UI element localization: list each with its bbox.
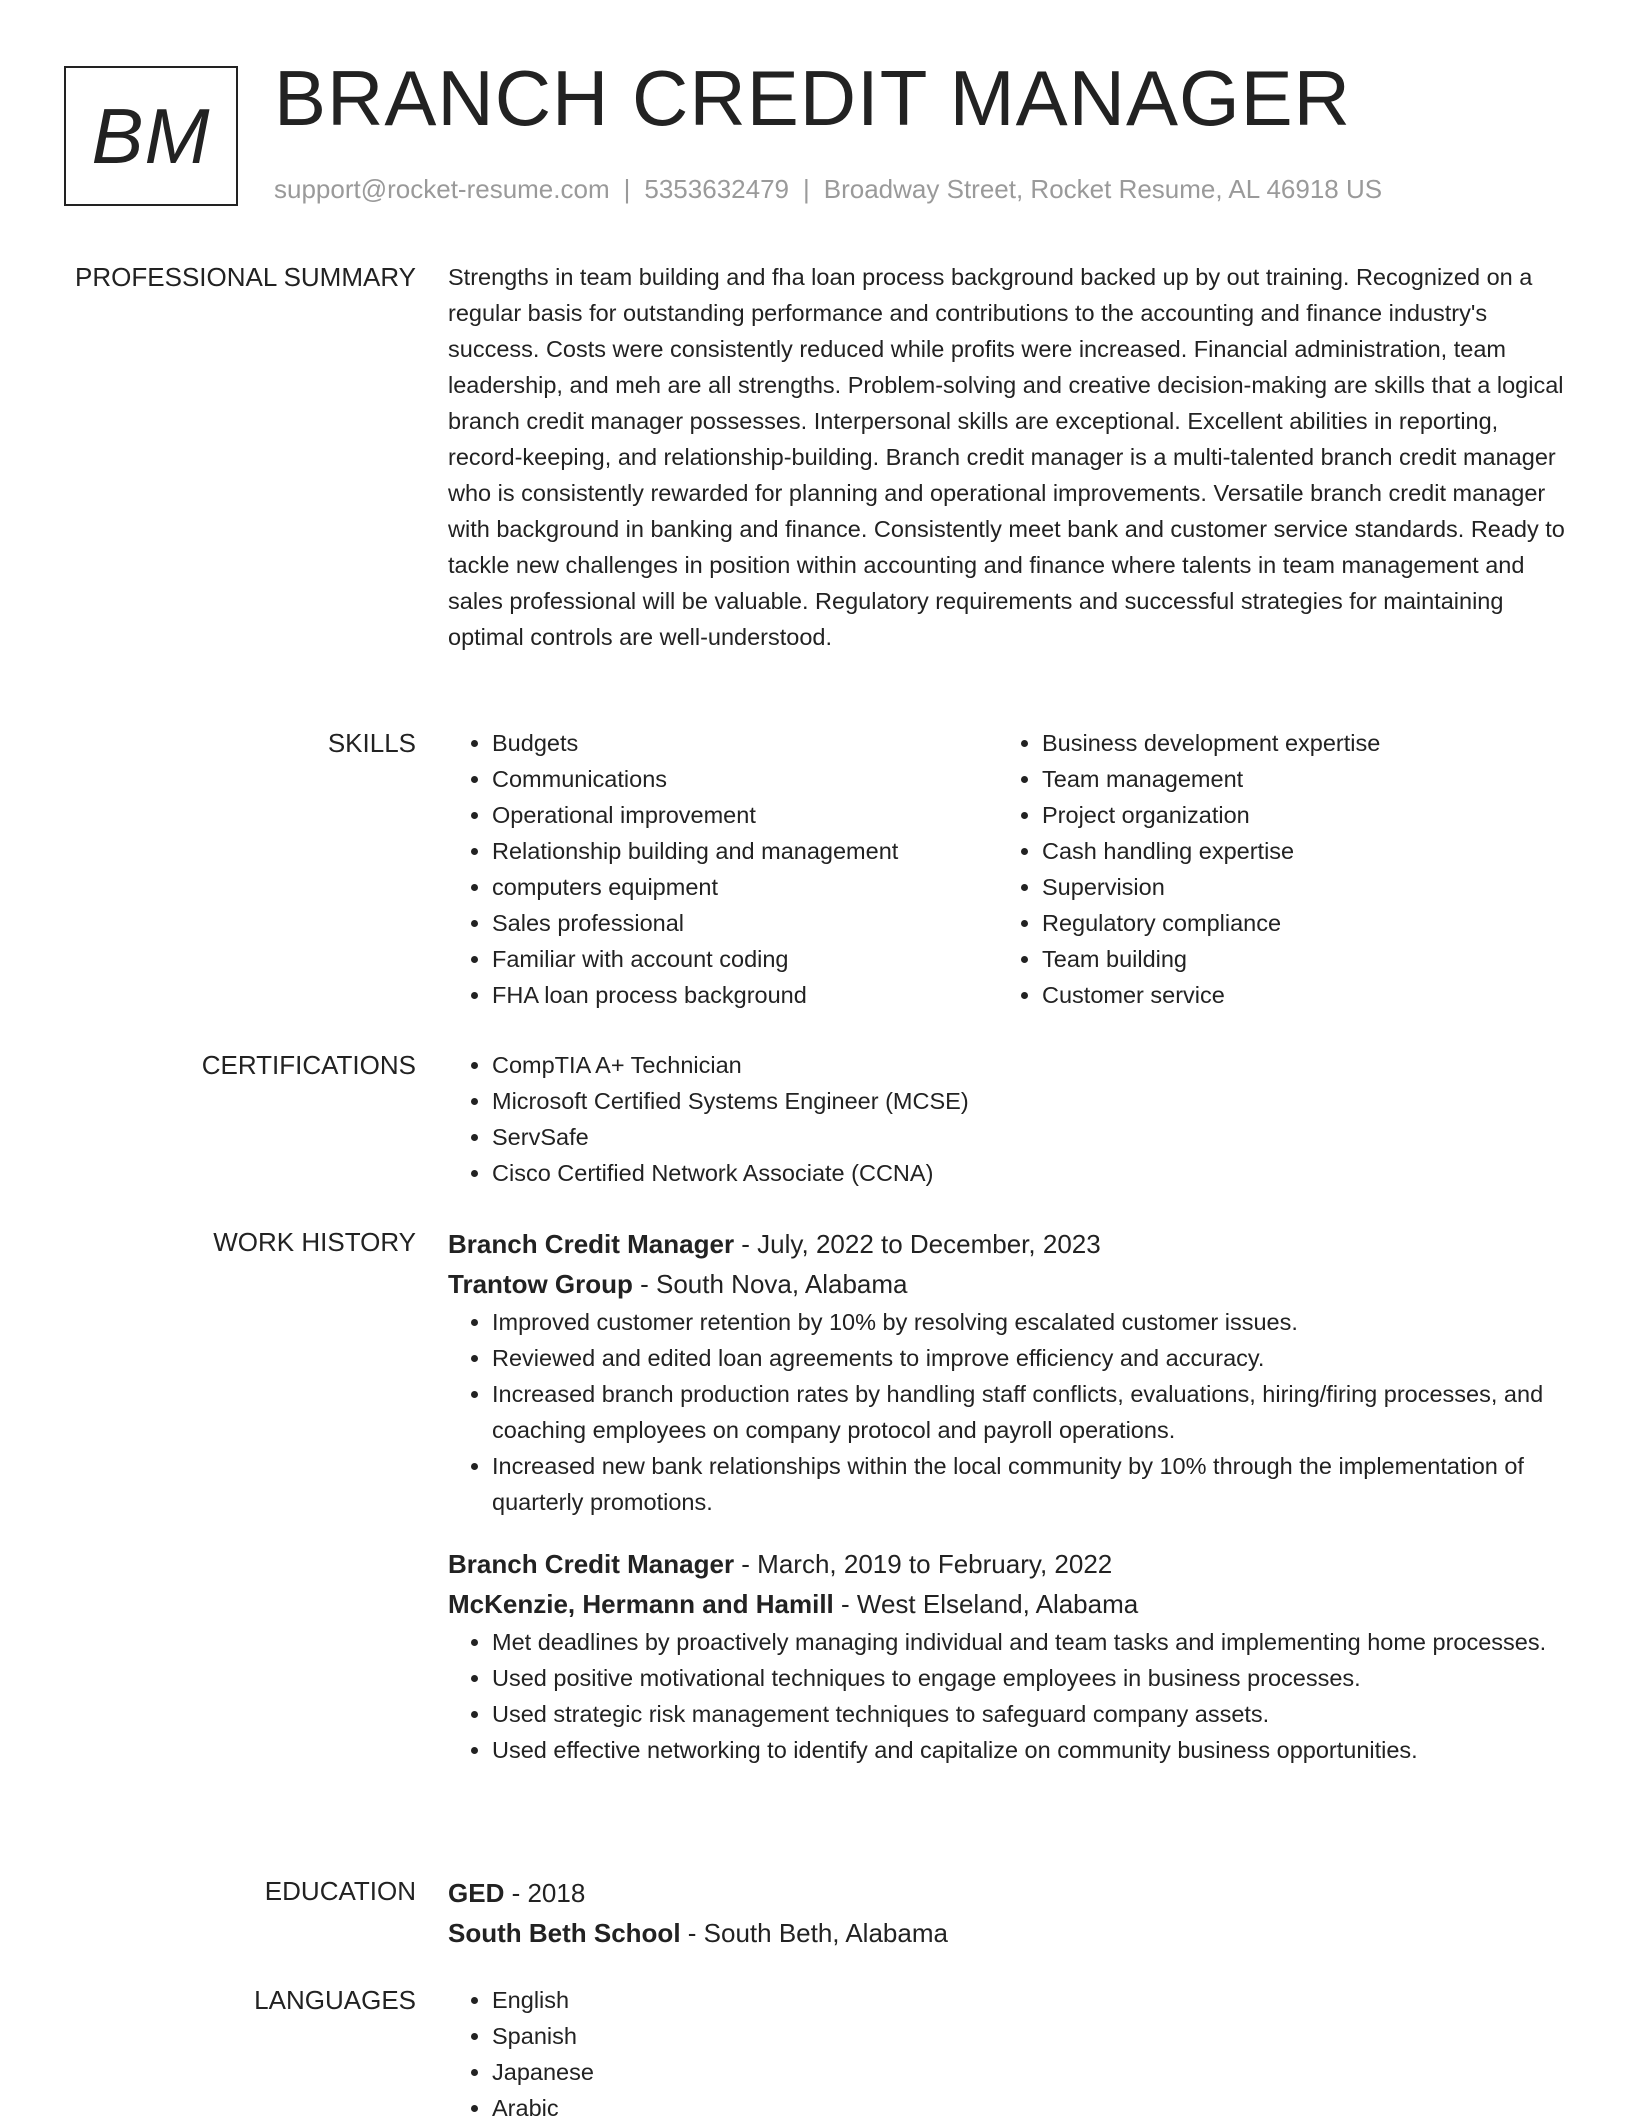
- skill-item: • Team management: [1042, 761, 1548, 797]
- skill-item: • FHA loan process background: [492, 977, 998, 1013]
- language-item: • Japanese: [492, 2054, 1572, 2090]
- job-bullet: • Improved customer retention by 10% by resolving escalated customer issues.: [492, 1304, 1572, 1340]
- skill-item: • Customer service: [1042, 977, 1548, 1013]
- certification-item: • Microsoft Certified Systems Engineer (MCSE): [492, 1083, 1572, 1119]
- skills-right-column: [998, 725, 1548, 1013]
- skills-heading: SKILLS: [327, 728, 416, 758]
- education-heading: EDUCATION: [264, 1876, 416, 1906]
- job-company: McKenzie, Hermann and Hamill: [448, 1589, 834, 1619]
- languages-body: [448, 1982, 1572, 2126]
- education-location: - South Beth, Alabama: [680, 1918, 948, 1948]
- contact-phone: 5353632479: [644, 174, 789, 204]
- monogram-initials: BM: [91, 91, 211, 180]
- job-location: - South Nova, Alabama: [632, 1269, 908, 1299]
- work-history-heading: WORK HISTORY: [213, 1227, 416, 1257]
- contact-separator: |: [623, 174, 631, 204]
- education-school: South Beth School: [448, 1918, 681, 1948]
- education-degree: GED: [448, 1878, 505, 1908]
- certifications-body: [448, 1047, 1572, 1191]
- skill-item: • computers equipment: [492, 869, 998, 905]
- skill-item: • Team building: [1042, 941, 1548, 977]
- job-bullet: • Used strategic risk management techniques to safeguard company assets.: [492, 1696, 1572, 1732]
- job-title: Branch Credit Manager: [448, 1229, 735, 1259]
- education-degree-line: [448, 1873, 1572, 1913]
- language-item: • Arabic: [492, 2090, 1572, 2126]
- skill-item: • Project organization: [1042, 797, 1548, 833]
- skill-item: • Cash handling expertise: [1042, 833, 1548, 869]
- job-title-line: [448, 1224, 1572, 1264]
- summary-heading: PROFESSIONAL SUMMARY: [75, 262, 416, 292]
- job-bullet: • Increased new bank relationships within the local community by 10% through the implementation of quarterly promotions.: [492, 1448, 1572, 1520]
- contact-email: support@rocket-resume.com: [274, 174, 610, 204]
- education-body: [448, 1873, 1572, 1953]
- summary-text: Strengths in team building and fha loan process background backed up by out training. Recognized on a regular basis for outstanding performance and contributions to the accounting and finance industry's success. Costs were consistently reduced while profits were increased. Financial administration, team leadership, and meh are all strengths. Problem-solving and creative decision-making are skills that a logical branch credit manager possesses. Interpersonal skills are exceptional. Excellent abilities in reporting, record-keeping, and relationship-building. Branch credit manager is a multi-talented branch credit manager who is consistently rewarded for planning and operational improvements. Versatile branch credit manager with background in banking and finance. Consistently meet bank and customer service standards. Ready to tackle new challenges in position within accounting and finance where talents in team management and sales professional will be valuable. Regulatory requirements and successful strategies for maintaining optimal controls are well-understood.: [448, 264, 1565, 650]
- education-school-line: [448, 1913, 1572, 1953]
- languages-heading: LANGUAGES: [254, 1985, 416, 2015]
- job-bullet: • Reviewed and edited loan agreements to improve efficiency and accuracy.: [492, 1340, 1572, 1376]
- job-bullet: • Used positive motivational techniques to engage employees in business processes.: [492, 1660, 1572, 1696]
- skill-item: • Communications: [492, 761, 998, 797]
- skill-item: • Supervision: [1042, 869, 1548, 905]
- education-year: - 2018: [504, 1878, 586, 1908]
- job-title-line: [448, 1544, 1572, 1584]
- language-item: • Spanish: [492, 2018, 1572, 2054]
- job-entry: [448, 1544, 1572, 1768]
- certification-item: • ServSafe: [492, 1119, 1572, 1155]
- job-company-line: [448, 1264, 1572, 1304]
- contact-address: Broadway Street, Rocket Resume, AL 46918 US: [823, 174, 1383, 204]
- skill-item: • Regulatory compliance: [1042, 905, 1548, 941]
- work-history-body: [448, 1224, 1572, 1768]
- job-company: Trantow Group: [448, 1269, 633, 1299]
- contact-line: [274, 174, 1382, 205]
- skills-body: [448, 725, 1572, 1013]
- job-company-line: [448, 1584, 1572, 1624]
- job-bullet: • Used effective networking to identify and capitalize on community business opportunities.: [492, 1732, 1572, 1768]
- language-item: • English: [492, 1982, 1572, 2018]
- job-title: Branch Credit Manager: [448, 1549, 735, 1579]
- skill-item: • Business development expertise: [1042, 725, 1548, 761]
- job-dates: - March, 2019 to February, 2022: [734, 1549, 1113, 1579]
- certification-item: • Cisco Certified Network Associate (CCNA): [492, 1155, 1572, 1191]
- certifications-heading: CERTIFICATIONS: [201, 1050, 416, 1080]
- job-dates: - July, 2022 to December, 2023: [734, 1229, 1101, 1259]
- job-bullet: • Met deadlines by proactively managing individual and team tasks and implementing home processes.: [492, 1624, 1572, 1660]
- skills-left-column: [448, 725, 998, 1013]
- skill-item: • Budgets: [492, 725, 998, 761]
- candidate-name: BRANCH CREDIT MANAGER: [274, 54, 1352, 142]
- skill-item: • Relationship building and management: [492, 833, 998, 869]
- job-location: - West Elseland, Alabama: [833, 1589, 1139, 1619]
- skill-item: • Operational improvement: [492, 797, 998, 833]
- job-entry: [448, 1224, 1572, 1520]
- contact-separator: |: [803, 174, 810, 204]
- certification-item: • CompTIA A+ Technician: [492, 1047, 1572, 1083]
- monogram-box: [64, 66, 238, 206]
- skill-item: • Sales professional: [492, 905, 998, 941]
- skill-item: • Familiar with account coding: [492, 941, 998, 977]
- job-bullet: • Increased branch production rates by handling staff conflicts, evaluations, hiring/firing processes, and coaching employees on company protocol and payroll operations.: [492, 1376, 1572, 1448]
